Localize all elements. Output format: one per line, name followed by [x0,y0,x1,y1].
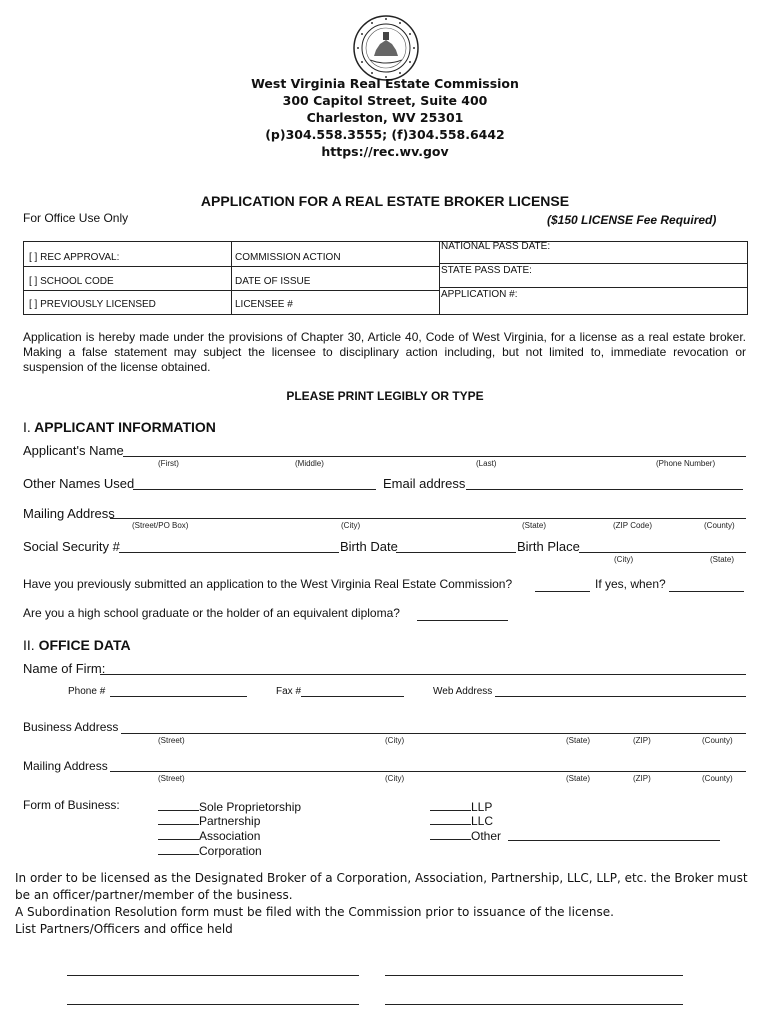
applicant-name-field[interactable] [123,456,746,457]
state-seal-icon [352,14,420,82]
commission-action-cell: COMMISSION ACTION [235,252,341,263]
option-llc-label: LLC [471,814,494,828]
intro-paragraph: Application is hereby made under the provisions of Chapter 30, Article 40, Code of West Virginia, for a license as a real estate broker. Making a false statement may subject the licensee to disciplinary action including, but not limited to, immediate revocation or suspension of the license obtained. [23,330,746,374]
option-partnership-label: Partnership [199,814,261,828]
partner-office-field-1[interactable] [385,975,683,976]
business-address-label: Business Address [23,720,119,734]
option-partnership[interactable] [158,812,260,828]
org-website: https://rec.wv.gov [321,144,449,159]
birth-state-hint: (State) [710,555,735,564]
option-association[interactable] [158,827,260,843]
firm-mailing-street-hint: (Street) [158,774,185,783]
mailing-address-label: Mailing Address [23,506,115,521]
mailing-state-hint: (State) [522,521,547,530]
section1-number: I. [23,419,31,435]
form-title: APPLICATION FOR A REAL ESTATE BROKER LICENSE [200,193,570,209]
licensee-number-cell: LICENSEE # [235,299,293,310]
firm-web-field[interactable] [495,696,746,697]
business-zip-hint: (ZIP) [633,736,651,745]
section2-number: II. [23,637,35,653]
subordination-resolution-text: A Subordination Resolution form must be filed with the Commission prior to issuance of the license. [15,905,614,919]
application-number-cell: APPLICATION #: [441,289,518,300]
previously-licensed-checkbox[interactable]: [ ] PREVIOUSLY LICENSED [29,299,156,310]
org-address-line1: 300 Capitol Street, Suite 400 [282,93,488,108]
prev-application-when-field[interactable] [669,591,744,592]
org-address-line2: Charleston, WV 25301 [306,110,464,125]
name-phone-hint: (Phone Number) [656,459,716,468]
ssn-field[interactable] [119,552,339,553]
national-pass-date-cell: NATIONAL PASS DATE: [441,241,551,252]
ssn-label: Social Security # [23,539,120,554]
list-partners-label: List Partners/Officers and office held [15,922,233,936]
business-city-hint: (City) [385,736,405,745]
firm-fax-field[interactable] [301,696,404,697]
applicant-name-label: Applicant's Name [23,443,124,458]
mailing-zip-hint: (ZIP Code) [613,521,652,530]
firm-mailing-address-field[interactable] [110,771,746,772]
email-label: Email address [383,476,466,491]
option-association-label: Association [199,829,261,843]
state-pass-date-cell: STATE PASS DATE: [441,265,532,276]
mailing-street-hint: (Street/PO Box) [132,521,189,530]
mailing-address-field[interactable] [110,518,746,519]
firm-phone-label: Phone # [68,686,106,697]
firm-name-field[interactable] [100,674,746,675]
partner-office-field-2[interactable] [385,1004,683,1005]
other-names-label: Other Names Used [23,476,135,491]
firm-name-label: Name of Firm: [23,661,106,676]
business-address-field[interactable] [121,733,746,734]
section1-title: APPLICANT INFORMATION [34,419,216,435]
other-business-type-field[interactable] [508,840,720,841]
firm-mailing-address-label: Mailing Address [23,759,108,773]
form-of-business-label: Form of Business: [23,798,120,812]
fee-note: ($150 LICENSE Fee Required) [547,213,717,227]
name-middle-hint: (Middle) [295,459,324,468]
birth-city-hint: (City) [614,555,634,564]
office-use-label: For Office Use Only [23,211,129,225]
birth-date-field[interactable] [396,552,516,553]
firm-phone-field[interactable] [110,696,247,697]
print-note: PLEASE PRINT LEGIBLY OR TYPE [286,389,484,403]
school-code-checkbox[interactable]: [ ] SCHOOL CODE [29,276,114,287]
firm-fax-label: Fax # [276,686,302,697]
section2-title: OFFICE DATA [38,637,131,653]
firm-web-label: Web Address [433,686,493,697]
prev-application-question: Have you previously submitted an application to the West Virginia Real Estate Commission? [23,577,513,591]
date-of-issue-cell: DATE OF ISSUE [235,276,311,287]
email-field[interactable] [466,489,743,490]
option-sole-proprietorship-label: Sole Proprietorship [199,800,302,814]
org-name: West Virginia Real Estate Commission [251,76,519,91]
office-use-table [23,241,748,315]
partner-name-field-2[interactable] [67,1004,359,1005]
name-first-hint: (First) [158,459,179,468]
option-llc[interactable] [430,812,493,828]
rec-approval-checkbox[interactable]: [ ] REC APPROVAL: [29,252,120,263]
prev-application-field[interactable] [535,591,590,592]
business-street-hint: (Street) [158,736,185,745]
high-school-question: Are you a high school graduate or the holder of an equivalent diploma? [23,606,400,620]
prev-application-when-label: If yes, when? [595,577,666,591]
birth-place-field[interactable] [579,552,746,553]
section2-heading [23,637,131,653]
birth-date-label: Birth Date [340,539,398,554]
org-phones: (p)304.558.3555; (f)304.558.6442 [265,127,505,142]
firm-mailing-state-hint: (State) [566,774,591,783]
business-state-hint: (State) [566,736,591,745]
mailing-county-hint: (County) [704,521,735,530]
firm-mailing-zip-hint: (ZIP) [633,774,651,783]
other-names-field[interactable] [133,489,376,490]
option-corporation-label: Corporation [199,844,262,858]
name-last-hint: (Last) [476,459,497,468]
mailing-city-hint: (City) [341,521,361,530]
broker-requirement-text: In order to be licensed as the Designated Broker of a Corporation, Association, Partnership, LLC, LLP, etc. the Broker must be an officer/partner/member of the business. [15,871,748,902]
business-county-hint: (County) [702,736,733,745]
option-other[interactable] [430,827,501,843]
option-other-label: Other [471,829,502,843]
option-corporation[interactable] [158,842,262,858]
firm-mailing-city-hint: (City) [385,774,405,783]
birth-place-label: Birth Place [517,539,580,554]
option-llp-label: LLP [471,800,493,814]
high-school-field[interactable] [417,620,508,621]
firm-mailing-county-hint: (County) [702,774,733,783]
section1-heading [23,419,216,435]
partner-name-field-1[interactable] [67,975,359,976]
